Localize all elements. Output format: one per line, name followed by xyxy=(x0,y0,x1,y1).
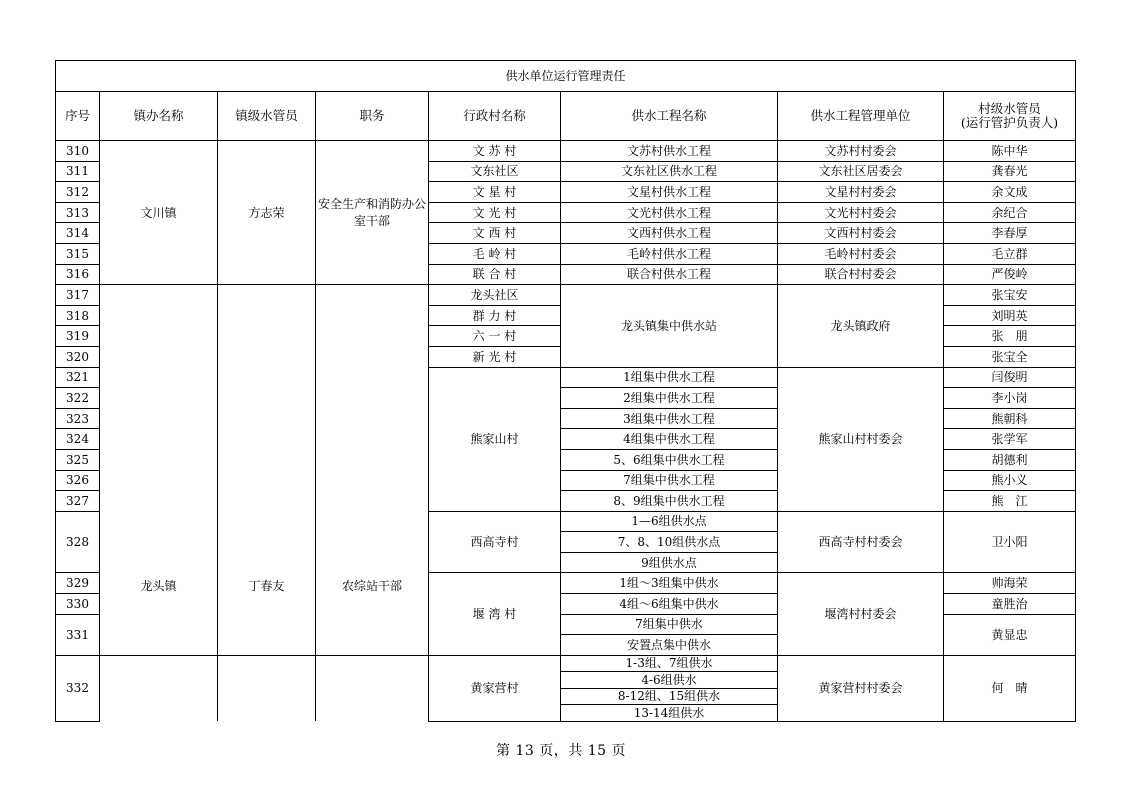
position-cell: 农综站干部 xyxy=(316,285,429,656)
seq-cell: 330 xyxy=(56,594,100,615)
village-cell: 堰 湾 村 xyxy=(429,573,561,655)
unit-cell: 熊家山村村委会 xyxy=(778,367,944,511)
seq-cell: 316 xyxy=(56,264,100,285)
village-cell: 六 一 村 xyxy=(429,326,561,347)
project-cell: 9组供水点 xyxy=(561,552,778,573)
header-unit: 供水工程管理单位 xyxy=(778,92,944,141)
person-cell: 何 晴 xyxy=(944,655,1076,721)
village-cell: 文东社区 xyxy=(429,161,561,182)
person-cell: 胡德利 xyxy=(944,449,1076,470)
header-position: 职务 xyxy=(316,92,429,141)
person-cell: 龚春光 xyxy=(944,161,1076,182)
project-cell: 4组集中供水工程 xyxy=(561,429,778,450)
seq-cell: 315 xyxy=(56,243,100,264)
person-cell: 闫俊明 xyxy=(944,367,1076,388)
project-cell: 7组集中供水工程 xyxy=(561,470,778,491)
table-row xyxy=(56,655,1076,672)
seq-cell: 326 xyxy=(56,470,100,491)
project-cell: 2组集中供水工程 xyxy=(561,388,778,409)
seq-cell: 327 xyxy=(56,491,100,512)
person-cell: 张 朋 xyxy=(944,326,1076,347)
village-cell: 联 合 村 xyxy=(429,264,561,285)
header-town-manager: 镇级水管员 xyxy=(218,92,316,141)
person-cell: 余文成 xyxy=(944,182,1076,203)
town-manager-cell: 方志荣 xyxy=(218,141,316,285)
seq-cell: 324 xyxy=(56,429,100,450)
village-cell: 龙头社区 xyxy=(429,285,561,306)
project-cell: 4-6组供水 xyxy=(561,672,778,689)
seq-cell: 331 xyxy=(56,614,100,655)
seq-cell: 317 xyxy=(56,285,100,306)
village-cell: 毛 岭 村 xyxy=(429,243,561,264)
unit-cell: 文东社区居委会 xyxy=(778,161,944,182)
header-project: 供水工程名称 xyxy=(561,92,778,141)
unit-cell: 龙头镇政府 xyxy=(778,285,944,367)
town-cell: 文川镇 xyxy=(100,141,218,285)
project-cell: 1-3组、7组供水 xyxy=(561,655,778,672)
unit-cell: 堰湾村村委会 xyxy=(778,573,944,655)
seq-cell: 323 xyxy=(56,408,100,429)
project-cell: 龙头镇集中供水站 xyxy=(561,285,778,367)
village-cell: 文 苏 村 xyxy=(429,141,561,162)
project-cell: 7、8、10组供水点 xyxy=(561,532,778,553)
seq-cell: 319 xyxy=(56,326,100,347)
table-row xyxy=(56,141,1076,162)
town-manager-cell: 丁春友 xyxy=(218,285,316,656)
person-cell: 刘明英 xyxy=(944,305,1076,326)
village-cell: 熊家山村 xyxy=(429,367,561,511)
header-village-manager-line2: (运行管护负责人) xyxy=(960,115,1059,130)
project-cell: 文星村供水工程 xyxy=(561,182,778,203)
responsibility-table xyxy=(55,60,1076,656)
person-cell: 卫小阳 xyxy=(944,511,1076,573)
person-cell: 余纪合 xyxy=(944,202,1076,223)
header-village-manager xyxy=(944,92,1076,141)
page-footer: 第 13 页，共 15 页 xyxy=(496,743,626,759)
person-cell: 童胜治 xyxy=(944,594,1076,615)
project-cell: 3组集中供水工程 xyxy=(561,408,778,429)
seq-cell: 325 xyxy=(56,449,100,470)
person-cell: 黄显忠 xyxy=(944,614,1076,655)
project-cell: 1组～3组集中供水 xyxy=(561,573,778,594)
project-cell: 1组集中供水工程 xyxy=(561,367,778,388)
village-cell: 群 力 村 xyxy=(429,305,561,326)
header-village-manager-line1: 村级水管员 xyxy=(978,101,1041,116)
person-cell: 熊小义 xyxy=(944,470,1076,491)
project-cell: 安置点集中供水 xyxy=(561,635,778,656)
unit-cell: 文星村村委会 xyxy=(778,182,944,203)
person-cell: 熊 江 xyxy=(944,491,1076,512)
seq-cell: 329 xyxy=(56,573,100,594)
project-cell: 8、9组集中供水工程 xyxy=(561,491,778,512)
project-cell: 毛岭村供水工程 xyxy=(561,243,778,264)
village-cell: 文 星 村 xyxy=(429,182,561,203)
seq-cell: 310 xyxy=(56,141,100,162)
responsibility-table-tail xyxy=(55,655,1076,722)
header-town: 镇办名称 xyxy=(100,92,218,141)
town-manager-cell-continued xyxy=(218,655,316,721)
person-cell: 严俊岭 xyxy=(944,264,1076,285)
person-cell: 张宝安 xyxy=(944,285,1076,306)
seq-cell: 318 xyxy=(56,305,100,326)
person-cell: 李春厚 xyxy=(944,223,1076,244)
project-cell: 文光村供水工程 xyxy=(561,202,778,223)
project-cell: 7组集中供水 xyxy=(561,614,778,635)
village-cell: 黄家营村 xyxy=(429,655,561,721)
project-cell: 4组～6组集中供水 xyxy=(561,594,778,615)
seq-cell: 314 xyxy=(56,223,100,244)
project-cell: 1—6组供水点 xyxy=(561,511,778,532)
project-cell: 文苏村供水工程 xyxy=(561,141,778,162)
seq-cell: 320 xyxy=(56,346,100,367)
unit-cell: 联合村村委会 xyxy=(778,264,944,285)
person-cell: 陈中华 xyxy=(944,141,1076,162)
town-cell: 龙头镇 xyxy=(100,285,218,656)
person-cell: 张宝全 xyxy=(944,346,1076,367)
project-cell: 5、6组集中供水工程 xyxy=(561,449,778,470)
unit-cell: 文苏村村委会 xyxy=(778,141,944,162)
unit-cell: 文西村村委会 xyxy=(778,223,944,244)
seq-cell: 328 xyxy=(56,511,100,573)
seq-cell: 321 xyxy=(56,367,100,388)
project-cell: 文西村供水工程 xyxy=(561,223,778,244)
person-cell: 帅海荣 xyxy=(944,573,1076,594)
unit-cell: 黄家营村村委会 xyxy=(778,655,944,721)
header-row xyxy=(56,92,1076,141)
project-cell: 文东社区供水工程 xyxy=(561,161,778,182)
header-village: 行政村名称 xyxy=(429,92,561,141)
unit-cell: 毛岭村村委会 xyxy=(778,243,944,264)
person-cell: 李小岗 xyxy=(944,388,1076,409)
village-cell: 西高寺村 xyxy=(429,511,561,573)
town-cell-continued xyxy=(100,655,218,721)
village-cell: 新 光 村 xyxy=(429,346,561,367)
person-cell: 熊朝科 xyxy=(944,408,1076,429)
project-cell: 联合村供水工程 xyxy=(561,264,778,285)
village-cell: 文 西 村 xyxy=(429,223,561,244)
table-title-row xyxy=(56,61,1076,92)
seq-cell: 332 xyxy=(56,655,100,721)
unit-cell: 西高寺村村委会 xyxy=(778,511,944,573)
position-cell-continued xyxy=(316,655,429,721)
table-row xyxy=(56,285,1076,306)
seq-cell: 312 xyxy=(56,182,100,203)
person-cell: 张学军 xyxy=(944,429,1076,450)
project-cell: 8-12组、15组供水 xyxy=(561,688,778,705)
table-title: 供水单位运行管理责任 xyxy=(56,61,1076,92)
seq-cell: 313 xyxy=(56,202,100,223)
header-seq: 序号 xyxy=(56,92,100,141)
project-cell: 13-14组供水 xyxy=(561,705,778,722)
seq-cell: 322 xyxy=(56,388,100,409)
village-cell: 文 光 村 xyxy=(429,202,561,223)
unit-cell: 文光村村委会 xyxy=(778,202,944,223)
seq-cell: 311 xyxy=(56,161,100,182)
position-cell: 安全生产和消防办公室干部 xyxy=(316,141,429,285)
person-cell: 毛立群 xyxy=(944,243,1076,264)
